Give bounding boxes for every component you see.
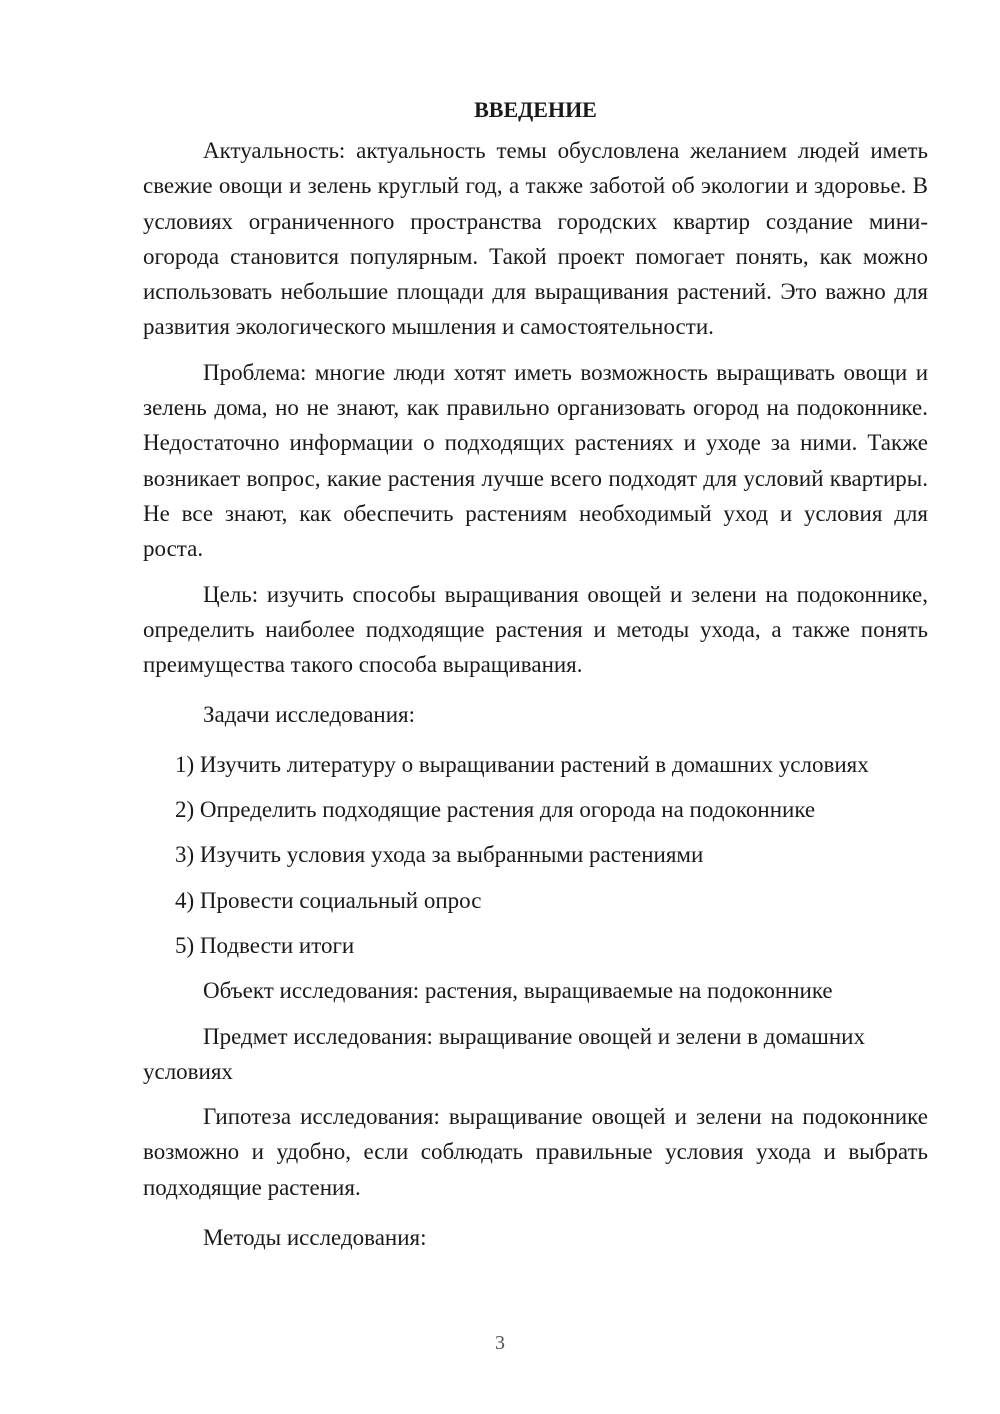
task-item: 4) Провести социальный опрос: [175, 887, 482, 913]
task-item: 5) Подвести итоги: [175, 932, 355, 958]
subject-paragraph: Предмет исследования: выращивание овощей и зелени в домашних условиях: [143, 1023, 865, 1084]
goal-paragraph: Цель: изучить способы выращивания овощей и зелени на подоконнике, определить наиболее подходящие растения и методы ухода, а также понять преимущества такого способа выращивания.: [143, 581, 928, 678]
task-item: 2) Определить подходящие растения для огорода на подоконнике: [175, 797, 816, 823]
tasks-list: [143, 747, 928, 963]
tasks-heading: Задачи исследования:: [203, 702, 416, 728]
task-item: 3) Изучить условия ухода за выбранными растениями: [175, 842, 704, 868]
page-title: ВВЕДЕНИЕ: [474, 97, 597, 122]
problem-paragraph: Проблема: многие люди хотят иметь возможность выращивать овощи и зелень дома, но не знают, как правильно организовать огород на подоконнике. Недостаточно информации о подходящих растениях и уходе за ними. Также возникает вопрос, какие растения лучше всего подходят для условий квартиры. Не все знают, как обеспечить растениям необходимый уход и условия для роста.: [143, 359, 928, 562]
hypothesis-paragraph: Гипотеза исследования: выращивание овощей и зелени на подоконнике возможно и удобно, если соблюдать правильные условия ухода и выбрать подходящие растения.: [143, 1104, 928, 1200]
relevance-paragraph: Актуальность: актуальность темы обусловлена желанием людей иметь свежие овощи и зелень круглый год, а также заботой об экологии и здоровье. В условиях ограниченного пространства городских квартир создание мини-огорода становится популярным. Такой проект помогает понять, как можно использовать небольшие площади для выращивания растений. Это важно для развития экологического мышления и самостоятельности.: [143, 138, 928, 340]
task-item: 1) Изучить литературу о выращивании растений в домашних условиях: [175, 751, 869, 777]
page-number: 3: [495, 1332, 505, 1354]
methods-heading: Методы исследования:: [203, 1225, 427, 1251]
object-paragraph: Объект исследования: растения, выращиваемые на подоконнике: [203, 978, 833, 1004]
page-content: [143, 92, 928, 1269]
